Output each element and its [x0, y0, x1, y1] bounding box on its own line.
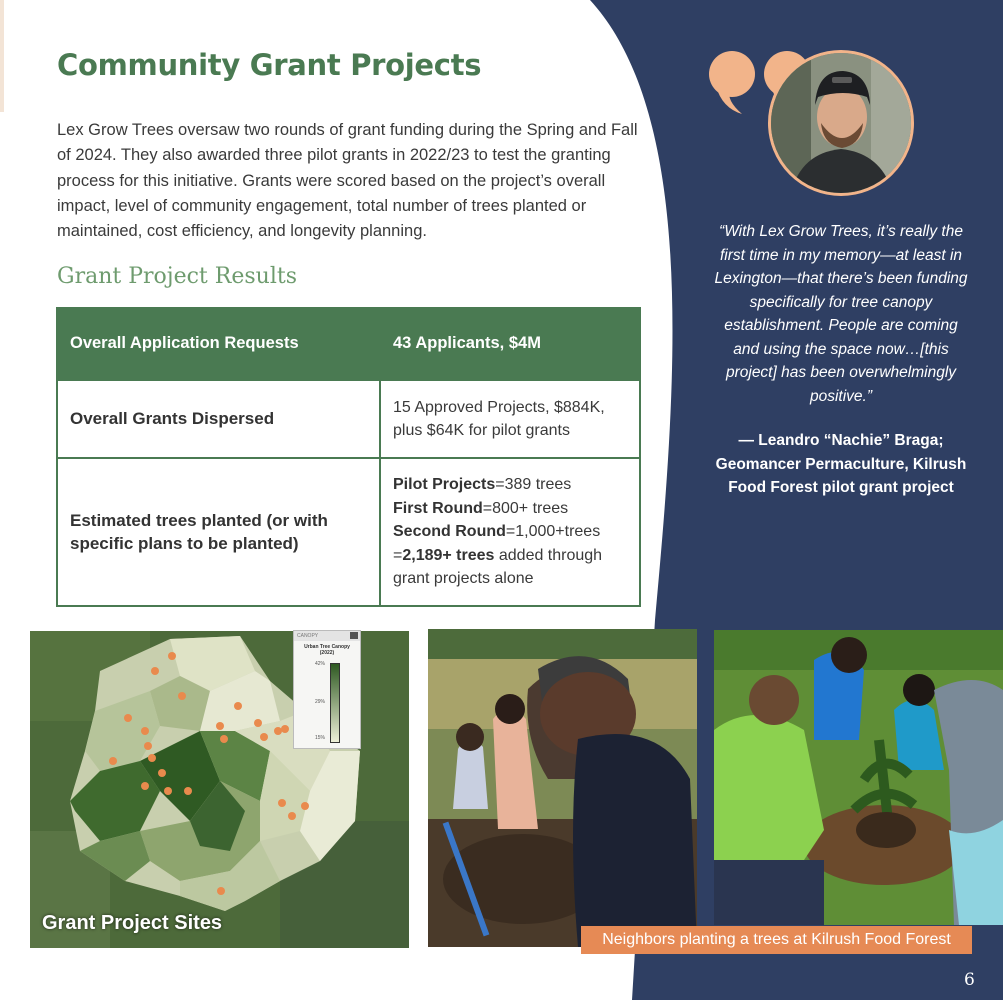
- pilot-value: =389 trees: [495, 476, 572, 494]
- section-subtitle: Grant Project Results: [57, 264, 297, 289]
- planting-photo-2: [714, 630, 1003, 925]
- first-round-label: First Round: [393, 499, 483, 517]
- testimonial-attribution: — Leandro “Nachie” Braga; Geomancer Permaculture, Kilrush Food Forest pilot grant project: [715, 432, 967, 496]
- legend-gradient-bar: [330, 663, 340, 743]
- page-number: 6: [964, 970, 975, 990]
- legend-tick-max: 42%: [315, 661, 326, 667]
- table-row: [57, 380, 640, 458]
- first-round-value: =800+ trees: [482, 499, 569, 517]
- legend-tab-label: CANOPY: [297, 633, 319, 639]
- decorative-edge-strip: [0, 0, 4, 112]
- map-legend: [293, 630, 361, 749]
- table-header-value: 43 Applicants, $4M: [380, 308, 640, 380]
- grant-results-table: [56, 307, 641, 607]
- table-cell-label: Overall Grants Dispersed: [57, 380, 380, 458]
- table-row: [57, 458, 640, 606]
- map-caption: Grant Project Sites: [42, 912, 223, 934]
- planting-photo-1: [428, 629, 697, 947]
- page-title: Community Grant Projects: [57, 48, 482, 82]
- total-suffix: added through grant projects alone: [393, 546, 603, 588]
- table-cell-label: Estimated trees planted (or with specific plans to be planted): [57, 458, 380, 606]
- avatar: [768, 50, 914, 196]
- second-round-label: Second Round: [393, 523, 506, 541]
- table-row: [57, 308, 640, 380]
- total-trees-label: 2,189+ trees: [402, 546, 495, 564]
- total-prefix: =: [393, 546, 403, 564]
- second-round-value: =1,000+trees: [505, 523, 601, 541]
- photo-caption: Neighbors planting a trees at Kilrush Food Forest: [581, 926, 972, 954]
- legend-title: Urban Tree Canopy (2022): [304, 644, 350, 656]
- table-cell-value: [380, 458, 640, 606]
- table-header-label: Overall Application Requests: [57, 308, 380, 380]
- pilot-label: Pilot Projects: [393, 476, 496, 494]
- intro-paragraph: Lex Grow Trees oversaw two rounds of grant funding during the Spring and Fall of 2024. They also awarded three pilot grants in 2022/23 to test the granting process for this initiative. Grants were scored based on the project’s overall impact, level of community engagement, total number of trees planted or maintained, cost efficiency, and longevity planning.: [57, 121, 638, 241]
- testimonial-quote: “With Lex Grow Trees, it’s really the first time in my memory—at least in Lexington—that there’s been funding specifically for tree canopy establishment. People are coming and using the space now…[this project] has been overwhelmingly positive.”: [714, 223, 968, 405]
- close-icon: [350, 632, 358, 639]
- table-cell-value: 15 Approved Projects, $884K, plus $64K for pilot grants: [380, 380, 640, 458]
- legend-tick-min: 15%: [315, 735, 326, 741]
- legend-tick-mid: 29%: [315, 699, 326, 705]
